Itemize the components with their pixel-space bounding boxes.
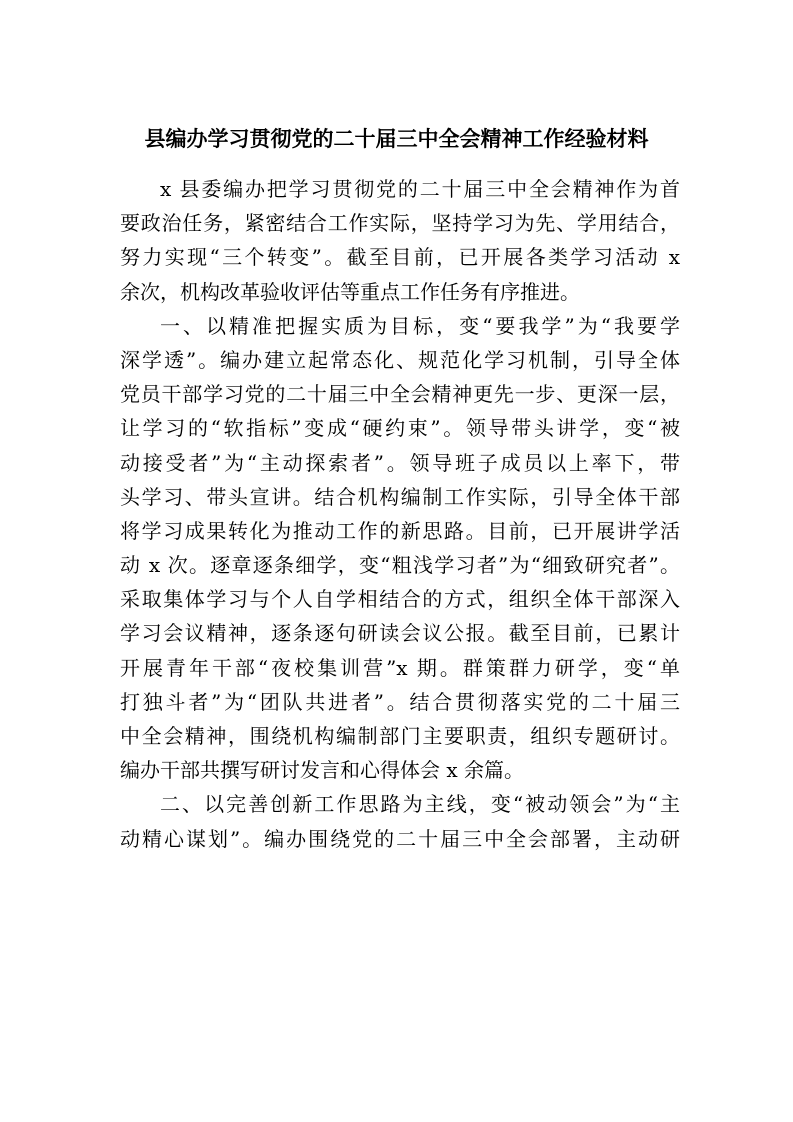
text-line: 采取集体学习与个人自学相结合的方式，组织全体干部深入 (120, 587, 680, 612)
text-line: 一、以精准把握实质为目标，变“要我学”为“我要学 (160, 313, 680, 338)
text-line: 动精心谋划”。编办围绕党的二十届三中全会部署，主动研 (120, 826, 680, 851)
text-line: 头学习、带头宣讲。结合机构编制工作实际，引导全体干部 (120, 484, 680, 509)
document-body (120, 172, 680, 856)
text-line: x 县委编办把学习贯彻党的二十届三中全会精神作为首 (160, 177, 680, 201)
text-line: 开展青年干部“夜校集训营”x 期。群策群力研学，变“单 (120, 655, 680, 680)
text-line: 打独斗者”为“团队共进者”。结合贯彻落实党的二十届三 (120, 689, 680, 714)
text-line: 余次，机构改革验收评估等重点工作任务有序推进。 (120, 279, 580, 304)
text-line: 将学习成果转化为推动工作的新思路。目前，已开展讲学活 (120, 518, 680, 543)
document-title: 县编办学习贯彻党的二十届三中全会精神工作经验材料 (144, 126, 649, 151)
text-line: 中全会精神，围绕机构编制部门主要职责，组织专题研讨。 (120, 724, 680, 748)
text-line: 学习会议精神，逐条逐句研读会议公报。截至目前，已累计 (120, 621, 680, 646)
text-line: 努力实现“三个转变”。截至目前，已开展各类学习活动 x (120, 245, 680, 270)
text-line: 党员干部学习党的二十届三中全会精神更先一步、更深一层， (120, 382, 680, 407)
text-line: 动 x 次。逐章逐条细学，变“粗浅学习者”为“细致研究者”。 (120, 553, 680, 578)
text-line: 动接受者”为“主动探索者”。领导班子成员以上率下，带 (120, 450, 680, 475)
text-line: 编办干部共撰写研讨发言和心得体会 x 余篇。 (120, 758, 524, 783)
text-line: 要政治任务，紧密结合工作实际，坚持学习为先、学用结合， (120, 211, 680, 236)
text-line: 深学透”。编办建立起常态化、规范化学习机制，引导全体 (120, 347, 680, 372)
text-line: 二、以完善创新工作思路为主线，变“被动领会”为“主 (160, 792, 680, 817)
text-line: 让学习的“软指标”变成“硬约束”。领导带头讲学，变“被 (120, 416, 680, 441)
